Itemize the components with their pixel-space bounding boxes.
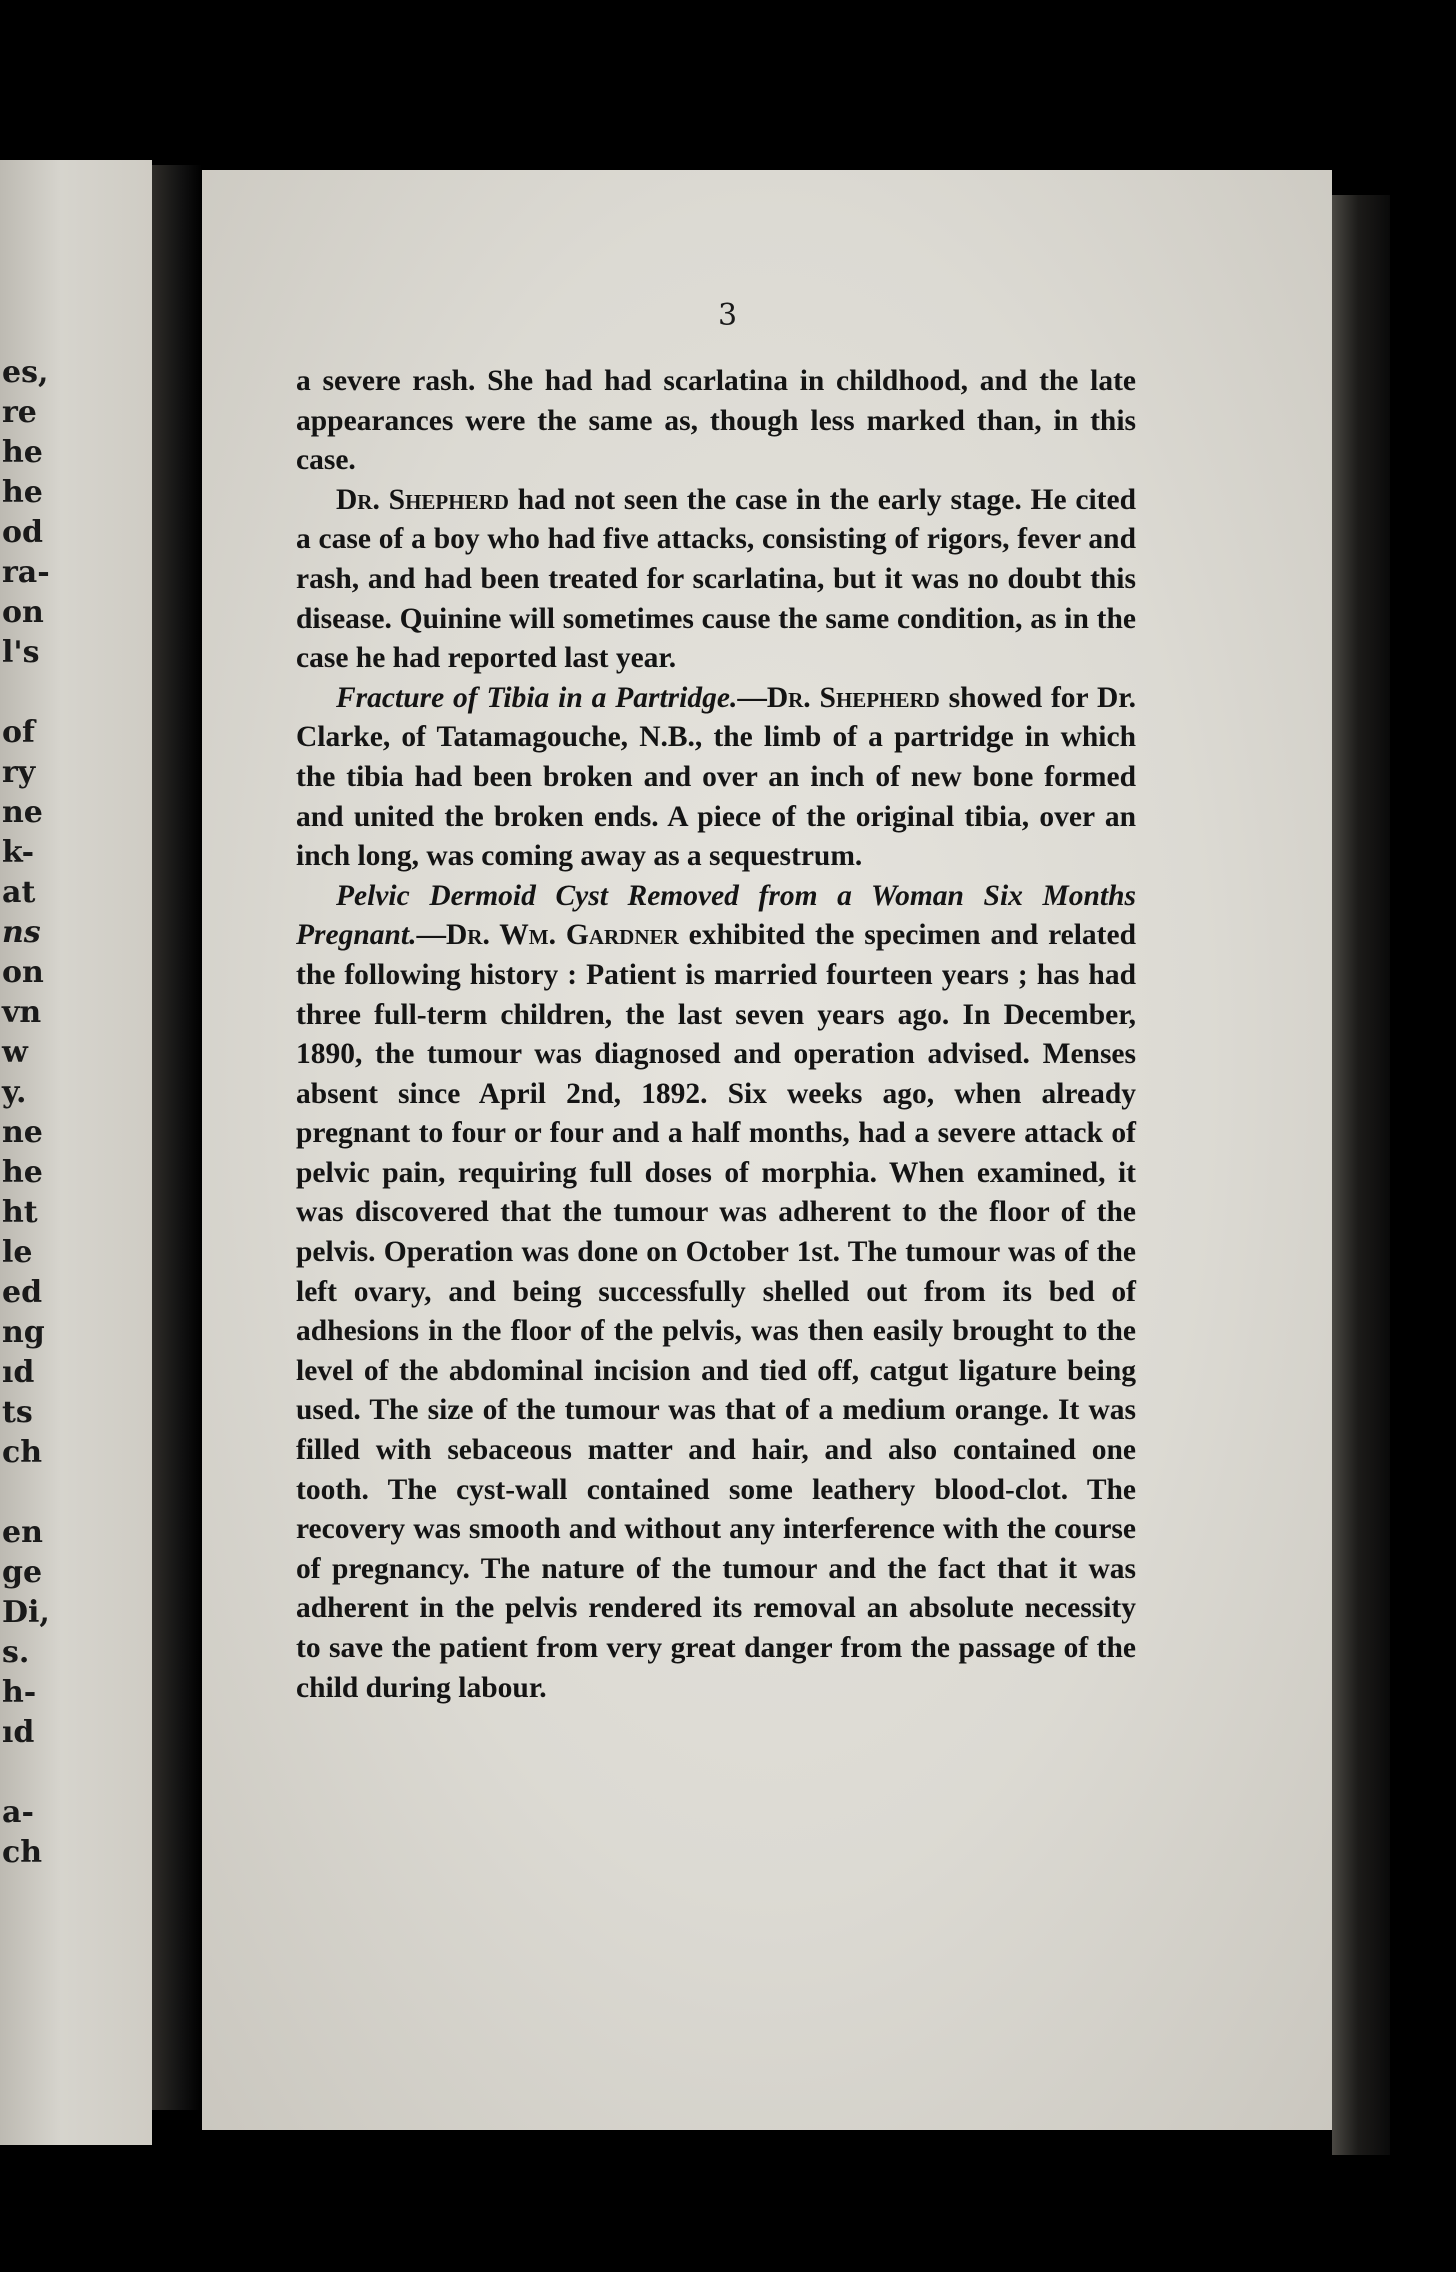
left-fragment: he: [2, 435, 43, 470]
left-fragment: ns: [2, 915, 41, 950]
heading-dash: —: [737, 681, 767, 714]
speaker-name: Dr. Shepherd: [336, 483, 509, 516]
left-fragment: he: [2, 475, 43, 510]
left-fragment: od: [2, 515, 43, 550]
left-fragment: ch: [2, 1835, 43, 1870]
paragraph-text: had not seen the case in the early stage. He cited a case of a boy who had five attacks, consisting of rigors, fever and rash, and had been treated for scarlatina, but it was no doubt this disease. Quinine will sometimes cause the same condition, as in the case he had reported last year.: [296, 483, 1137, 675]
left-fragment: ra-: [2, 555, 50, 590]
left-fragment: k-: [2, 835, 35, 870]
speaker-name: Dr. Shepherd: [766, 681, 940, 714]
left-fragment: ht: [2, 1195, 38, 1230]
left-fragment: ne: [2, 1115, 43, 1150]
left-fragment: ng: [2, 1315, 45, 1350]
left-fragment: on: [2, 955, 44, 990]
left-fragment: es,: [2, 355, 49, 390]
left-fragment: ry: [2, 755, 36, 790]
left-fragment: he: [2, 1155, 43, 1190]
paragraph-text: a severe rash. She had had scarlatina in childhood, and the late appearances were the same as, though less marked than, in this case.: [296, 365, 1136, 477]
heading-dash: —: [416, 919, 446, 952]
paragraph-text: exhibited the specimen and related the following history : Patient is married fourteen years ; has had three full-term children, the last seven years ago. In December, 1890, the tumour was diagnosed and operation advised. Menses absent since April 2nd, 1892. Six weeks ago, when already pregnant to four or four and a half months, had a severe attack of pelvic pain, requiring full doses of morphia. When examined, it was discovered that the tumour was adherent to the floor of the pelvis. Operation was done on October 1st. The tumour was of the left ovary, and being successfully shelled out from its bed of adhesions in the floor of the pelvis, was then easily brought to the level of the abdominal incision and tied off, catgut ligature being used. The size of the tumour was that of a medium orange. It was filled with sebaceous matter and hair, and also contained one tooth. The cyst-wall contained some leathery blood-clot. The recovery was smooth and without any interference with the course of pregnancy. The nature of the tumour and the fact that it was adherent in the pelvis rendered its removal an absolute necessity to save the patient from very great danger from the passage of the child during labour.: [296, 919, 1136, 1704]
paragraph-shepherd-remarks: [296, 481, 1136, 679]
body-text: [296, 362, 1136, 1708]
section-heading: Pelvic Dermoid Cyst Removed from a Woman Six Months Pregnant.: [296, 879, 1136, 952]
paragraph-continuation: [296, 362, 1136, 481]
left-fragment: le: [2, 1235, 33, 1270]
left-fragment: on: [2, 595, 44, 630]
left-fragment: ch: [2, 1435, 43, 1470]
left-fragment: en: [2, 1515, 43, 1550]
left-fragment: ıd: [2, 1355, 35, 1390]
left-fragment: ed: [2, 1275, 43, 1310]
left-fragment: re: [2, 395, 37, 430]
left-fragment: at: [2, 875, 36, 910]
paragraph-dermoid-cyst: [296, 877, 1136, 1708]
left-fragment: of: [2, 715, 35, 750]
paragraph-text: showed for Dr. Clarke, of Tatamagouche, N.B., the limb of a partridge in which the tibia had been broken and over an inch of new bone formed and united the broken ends. A piece of the original tibia, over an inch long, was coming away as a sequestrum.: [296, 681, 1137, 873]
left-fragment: y.: [2, 1075, 27, 1110]
book-gutter: [152, 165, 202, 2110]
left-fragment: s.: [2, 1635, 30, 1670]
left-fragment: w: [2, 1035, 28, 1070]
left-fragment: Di,: [2, 1595, 50, 1630]
left-fragment: ts: [2, 1395, 33, 1430]
left-fragment: h-: [2, 1675, 37, 1710]
paragraph-tibia-fracture: [296, 679, 1136, 877]
left-fragment: ne: [2, 795, 43, 830]
speaker-name: Dr. Wm. Gardner: [445, 919, 679, 952]
left-fragment: l's: [2, 635, 40, 670]
page-edge-shadow: [1332, 195, 1390, 2155]
left-fragment: a-: [2, 1795, 34, 1830]
left-fragment: ge: [2, 1555, 43, 1590]
section-heading: Fracture of Tibia in a Partridge.: [336, 681, 738, 714]
left-fragment: vn: [2, 995, 42, 1030]
left-fragment: ıd: [2, 1715, 35, 1750]
page-number: 3: [718, 298, 738, 333]
left-page-fragment: [0, 160, 152, 2145]
